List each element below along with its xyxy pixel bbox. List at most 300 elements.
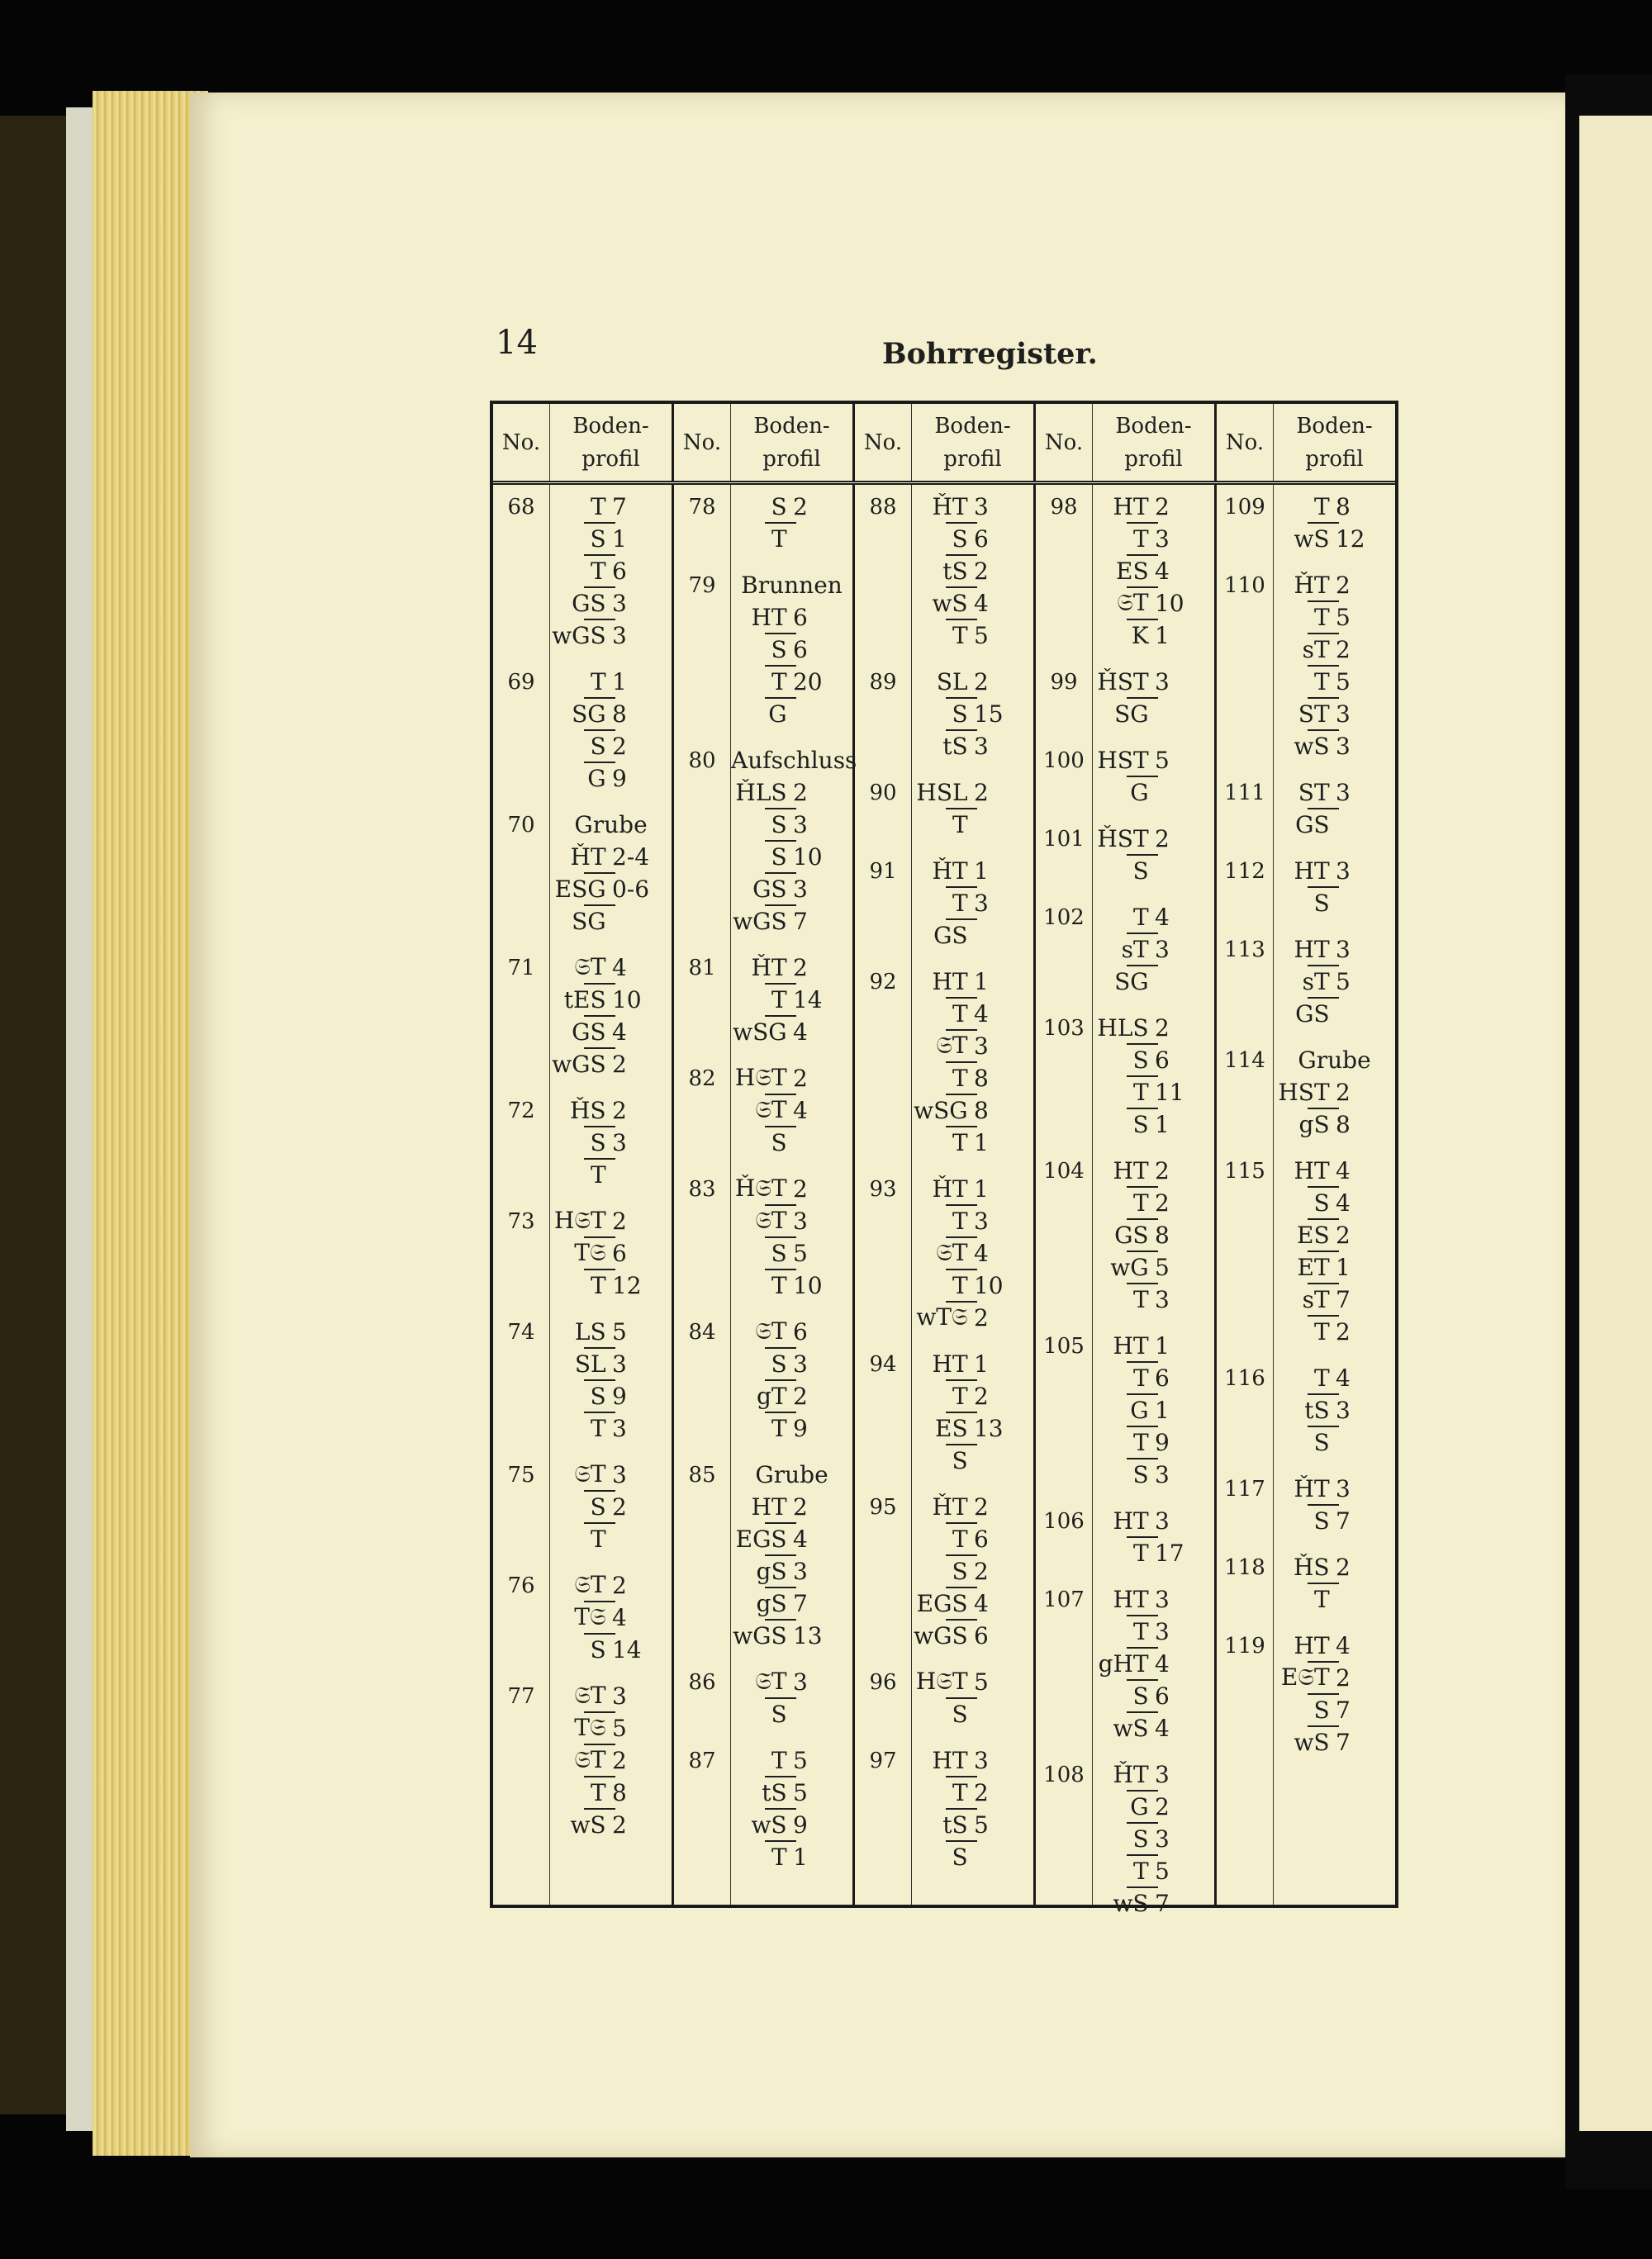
facing-page-edge xyxy=(1579,116,1652,2131)
bore-number: 90 xyxy=(869,781,897,805)
header-no: No. xyxy=(1217,404,1274,481)
soil-layer xyxy=(1093,524,1214,556)
layer-thickness: 2 xyxy=(1154,1793,1170,1820)
bore-number: 85 xyxy=(688,1463,716,1488)
soil-layer xyxy=(1093,556,1214,588)
soil-layer xyxy=(1093,1459,1214,1492)
layer-code: T𝔖 xyxy=(574,1603,606,1630)
layer-thickness: 10 xyxy=(792,843,823,871)
layer-code: T xyxy=(1132,1286,1149,1313)
layer-thickness: 2 xyxy=(1335,636,1351,663)
layer-code: sT xyxy=(1302,636,1330,663)
soil-layer xyxy=(731,952,852,985)
soil-layer xyxy=(912,1206,1033,1238)
soil-layer xyxy=(550,1206,672,1238)
layer-code: HT xyxy=(932,1747,968,1774)
layer-code: GS xyxy=(1295,1000,1330,1027)
layer-thickness: 4 xyxy=(1335,1189,1351,1217)
layer-thickness: 6 xyxy=(792,604,808,631)
layer-thickness: 3 xyxy=(1335,779,1351,806)
layer-code: SG xyxy=(572,908,606,935)
layer-thickness: 2 xyxy=(792,1493,808,1521)
soil-layer xyxy=(1274,934,1395,966)
layer-code: T xyxy=(1313,1318,1330,1345)
layer-code: S xyxy=(1132,1111,1149,1138)
layer-code: ET xyxy=(1297,1254,1330,1281)
layer-thickness: 2 xyxy=(973,558,989,585)
soil-layer xyxy=(1274,634,1395,667)
header-group xyxy=(855,404,1036,481)
layer-thickness: 2 xyxy=(611,1747,627,1774)
soil-layer xyxy=(1274,1427,1395,1459)
layer-thickness: 2 xyxy=(973,1558,989,1585)
bore-number: 79 xyxy=(688,573,716,598)
layer-code: ȞT xyxy=(1113,1761,1149,1788)
soil-layer xyxy=(1274,570,1395,602)
layer-code: ST xyxy=(1298,700,1330,728)
bore-number: 99 xyxy=(1050,670,1078,695)
bore-number: 98 xyxy=(1050,495,1078,520)
soil-layer xyxy=(731,1349,852,1381)
layer-thickness: 3 xyxy=(611,1129,627,1156)
layer-code: T xyxy=(952,1779,968,1806)
layer-code: ȞST xyxy=(1097,825,1149,852)
layer-code: wS xyxy=(751,1811,787,1839)
soil-layer xyxy=(1274,1363,1395,1395)
layer-code: S xyxy=(952,700,968,728)
layer-thickness: 5 xyxy=(973,622,989,649)
soil-layer xyxy=(1274,777,1395,809)
layer-code: EGS xyxy=(916,1590,968,1617)
layer-code: T xyxy=(771,525,787,553)
layer-code: 𝔖T xyxy=(574,953,606,980)
layer-code: S xyxy=(590,1383,606,1410)
layer-thickness: 8 xyxy=(973,1097,989,1124)
layer-thickness: 4 xyxy=(792,1526,808,1553)
soil-layer xyxy=(731,1381,852,1413)
soil-layer xyxy=(550,1602,672,1635)
bore-number: 112 xyxy=(1224,859,1265,884)
soil-layer xyxy=(550,1492,672,1524)
soil-layer xyxy=(731,1777,852,1810)
soil-layer xyxy=(1274,524,1395,556)
soil-layer xyxy=(1274,699,1395,731)
soil-layer xyxy=(1093,1045,1214,1077)
soil-layer xyxy=(912,1063,1033,1095)
layer-code: ȞT xyxy=(932,1175,968,1203)
layer-code: S xyxy=(1132,1461,1149,1488)
soil-layer xyxy=(1274,1077,1395,1109)
profile-column xyxy=(550,485,672,1905)
table-body xyxy=(493,485,1395,1917)
layer-thickness: 4 xyxy=(1335,1632,1351,1659)
layer-code: EGS xyxy=(735,1526,787,1553)
layer-code: ȞT xyxy=(751,954,787,981)
layer-thickness: 8 xyxy=(1154,1222,1170,1249)
layer-thickness: 2 xyxy=(611,733,627,760)
layer-code: wSG xyxy=(733,1018,787,1046)
layer-code: 𝔖T xyxy=(755,1096,787,1123)
profile-column xyxy=(1274,485,1395,1905)
layer-thickness: 9 xyxy=(611,1383,627,1410)
soil-layer xyxy=(550,1570,672,1602)
layer-thickness: 2 xyxy=(611,1051,627,1078)
layer-code: GS xyxy=(1114,1222,1149,1249)
header-bodenprofil: Boden- profil xyxy=(1115,413,1192,472)
layer-code: E𝔖T xyxy=(1280,1663,1330,1691)
layer-thickness: 2 xyxy=(611,1572,627,1599)
layer-thickness: 6 xyxy=(1154,1364,1170,1392)
layer-thickness: 3 xyxy=(1154,1286,1170,1313)
bore-number: 76 xyxy=(507,1573,535,1598)
layer-thickness: 2 xyxy=(1335,1318,1351,1345)
layer-code: ȞT xyxy=(570,843,606,871)
bore-number: 117 xyxy=(1224,1477,1265,1502)
layer-thickness: 3 xyxy=(1154,1618,1170,1645)
soil-layer xyxy=(1093,1331,1214,1363)
layer-thickness: 10 xyxy=(973,1272,1004,1299)
layer-code: sT xyxy=(1302,968,1330,995)
layer-code: wS xyxy=(1113,1715,1149,1742)
soil-layer xyxy=(731,777,852,809)
soil-layer xyxy=(550,667,672,699)
profile-column xyxy=(1093,485,1214,1917)
header-no: No. xyxy=(1036,404,1093,481)
layer-code: GS xyxy=(752,876,787,903)
layer-thickness: 14 xyxy=(611,1636,642,1663)
soil-layer xyxy=(1093,1506,1214,1538)
bore-number: 109 xyxy=(1224,495,1265,520)
soil-layer xyxy=(731,1810,852,1842)
layer-code: S xyxy=(952,525,968,553)
header-group xyxy=(1036,404,1217,481)
soil-layer xyxy=(1274,1188,1395,1220)
soil-layer xyxy=(1274,1663,1395,1695)
table-header-row xyxy=(493,404,1395,485)
layer-code: HT xyxy=(1113,1332,1149,1360)
soil-layer xyxy=(731,1127,852,1160)
layer-thickness: 2 xyxy=(973,779,989,806)
bore-number: 82 xyxy=(688,1066,716,1091)
bore-number: 101 xyxy=(1043,827,1085,852)
layer-code: T xyxy=(590,1415,606,1442)
layer-thickness: 3 xyxy=(973,493,989,520)
soil-layer xyxy=(1093,1888,1214,1920)
page-number: 14 xyxy=(496,324,538,362)
layer-code: wGS xyxy=(733,908,787,935)
layer-thickness: 3 xyxy=(792,1668,808,1696)
layer-code: HT xyxy=(1294,1157,1330,1184)
soil-layer xyxy=(731,874,852,906)
layer-thickness: 6 xyxy=(1154,1046,1170,1074)
soil-layer xyxy=(550,1017,672,1049)
layer-code: wGS xyxy=(914,1622,968,1649)
layer-code: S xyxy=(1132,1682,1149,1710)
soil-layer xyxy=(1093,1077,1214,1109)
note-text: Brunnen xyxy=(741,572,843,599)
layer-code: S xyxy=(1132,1046,1149,1074)
soil-layer xyxy=(912,966,1033,999)
layer-code: GS xyxy=(572,1018,606,1046)
soil-layer xyxy=(1274,1506,1395,1538)
layer-code: G xyxy=(1130,779,1149,806)
soil-layer xyxy=(912,1174,1033,1206)
layer-code: T xyxy=(952,1129,968,1156)
layer-thickness: 5 xyxy=(1335,668,1351,695)
layer-code: HT xyxy=(751,1493,787,1521)
soil-layer xyxy=(731,1699,852,1731)
soil-layer xyxy=(912,1699,1033,1731)
layer-code: 𝔖T xyxy=(936,1239,968,1266)
soil-layer xyxy=(912,1842,1033,1874)
layer-code: gS xyxy=(756,1558,787,1585)
layer-code: T xyxy=(952,811,968,838)
soil-layer xyxy=(1093,823,1214,856)
layer-code: S xyxy=(590,1493,606,1521)
layer-code: 𝔖T xyxy=(574,1571,606,1598)
soil-layer xyxy=(550,952,672,985)
layer-thickness: 3 xyxy=(792,1208,808,1235)
soil-layer xyxy=(1093,1824,1214,1856)
register-column xyxy=(855,485,1036,1905)
layer-thickness: 3 xyxy=(792,1558,808,1585)
soil-layer xyxy=(1274,602,1395,634)
layer-thickness: 10 xyxy=(792,1272,823,1299)
layer-thickness: 3 xyxy=(1154,525,1170,553)
layer-code: S xyxy=(1132,857,1149,885)
layer-thickness: 4 xyxy=(611,1604,627,1631)
bore-number: 73 xyxy=(507,1209,535,1234)
soil-layer xyxy=(731,699,852,731)
soil-layer xyxy=(912,731,1033,763)
soil-layer xyxy=(550,1459,672,1492)
soil-layer xyxy=(912,1621,1033,1653)
soil-layer xyxy=(1093,902,1214,934)
bore-number: 72 xyxy=(507,1099,535,1123)
soil-layer xyxy=(1093,966,1214,999)
soil-layer xyxy=(731,1588,852,1621)
bore-number: 106 xyxy=(1043,1509,1085,1534)
soil-layer xyxy=(912,1588,1033,1621)
soil-layer xyxy=(550,588,672,620)
bore-number: 74 xyxy=(507,1320,535,1345)
soil-layer xyxy=(550,1160,672,1192)
layer-code: T xyxy=(771,1272,787,1299)
layer-thickness: 4 xyxy=(1154,1650,1170,1678)
layer-thickness: 2 xyxy=(792,1383,808,1410)
soil-layer xyxy=(912,1270,1033,1303)
register-column xyxy=(493,485,674,1905)
layer-code: SL xyxy=(574,1350,606,1378)
layer-thickness: 3 xyxy=(1335,1397,1351,1424)
layer-thickness: 5 xyxy=(611,1318,627,1345)
layer-thickness: 12 xyxy=(611,1272,642,1299)
layer-code: T xyxy=(952,1383,968,1410)
soil-layer xyxy=(1274,667,1395,699)
layer-thickness: 5 xyxy=(1335,604,1351,631)
layer-thickness: 3 xyxy=(611,1682,627,1710)
soil-layer xyxy=(1093,1427,1214,1459)
layer-code: wS xyxy=(1113,1890,1149,1917)
layer-code: S xyxy=(1313,1697,1330,1724)
layer-code: SL xyxy=(936,668,968,695)
soil-layer xyxy=(1093,1759,1214,1792)
soil-layer xyxy=(550,1317,672,1349)
layer-code: ȞS xyxy=(570,1097,606,1124)
soil-layer xyxy=(912,1095,1033,1127)
layer-thickness: 1 xyxy=(611,668,627,695)
layer-thickness: 2 xyxy=(973,668,989,695)
soil-layer xyxy=(1274,1317,1395,1349)
soil-layer xyxy=(1093,699,1214,731)
soil-layer xyxy=(550,1238,672,1270)
layer-thickness: 2 xyxy=(611,1097,627,1124)
no-column xyxy=(1217,485,1274,1905)
layer-code: SG xyxy=(1114,700,1149,728)
layer-code: ES xyxy=(1116,558,1149,585)
bore-number: 78 xyxy=(688,495,716,520)
note-text: Grube xyxy=(574,811,648,838)
soil-layer xyxy=(1093,1284,1214,1317)
bore-number: 97 xyxy=(869,1749,897,1773)
soil-layer xyxy=(731,602,852,634)
layer-code: ȞT xyxy=(1294,1475,1330,1502)
soil-layer xyxy=(731,1413,852,1445)
layer-thickness: 3 xyxy=(611,622,627,649)
layer-thickness: 3 xyxy=(792,876,808,903)
header-group xyxy=(1217,404,1395,481)
soil-layer xyxy=(912,1127,1033,1160)
bore-number: 114 xyxy=(1224,1048,1265,1073)
layer-thickness: 2 xyxy=(792,779,808,806)
bore-number: 102 xyxy=(1043,905,1085,930)
profile-note xyxy=(731,570,852,602)
soil-layer xyxy=(1274,1395,1395,1427)
register-column xyxy=(1217,485,1395,1905)
layer-code: S xyxy=(1313,890,1330,917)
layer-code: ESG xyxy=(554,876,606,903)
bore-number: 93 xyxy=(869,1177,897,1202)
layer-code: T xyxy=(1132,904,1149,931)
soil-layer xyxy=(1093,934,1214,966)
soil-layer xyxy=(731,906,852,938)
soil-layer xyxy=(1093,1395,1214,1427)
layer-code: S xyxy=(1313,1189,1330,1217)
soil-layer xyxy=(1093,1220,1214,1252)
soil-layer xyxy=(1093,1616,1214,1649)
profile-column xyxy=(912,485,1033,1905)
soil-layer xyxy=(550,906,672,938)
soil-layer xyxy=(550,731,672,763)
soil-layer xyxy=(731,1238,852,1270)
soil-layer xyxy=(1093,588,1214,620)
bore-number: 108 xyxy=(1043,1763,1085,1787)
layer-code: 𝔖T xyxy=(755,1207,787,1234)
soil-layer xyxy=(1093,1252,1214,1284)
layer-code: T xyxy=(1313,604,1330,631)
note-text: Grube xyxy=(755,1461,828,1488)
layer-thickness: 8 xyxy=(611,1779,627,1806)
soil-layer xyxy=(1093,1363,1214,1395)
soil-layer xyxy=(912,920,1033,952)
soil-layer xyxy=(912,888,1033,920)
layer-thickness: 9 xyxy=(792,1811,808,1839)
layer-thickness: 7 xyxy=(792,908,808,935)
soil-layer xyxy=(550,1095,672,1127)
layer-thickness: 3 xyxy=(611,1350,627,1378)
soil-layer xyxy=(1093,1792,1214,1824)
layer-thickness: 9 xyxy=(792,1415,808,1442)
soil-layer xyxy=(912,491,1033,524)
soil-layer xyxy=(912,1349,1033,1381)
soil-layer xyxy=(731,634,852,667)
soil-layer xyxy=(550,1635,672,1667)
layer-code: 𝔖T xyxy=(936,1032,968,1059)
bore-number: 83 xyxy=(688,1177,716,1202)
layer-code: T xyxy=(952,1272,968,1299)
layer-thickness: 1 xyxy=(1154,1111,1170,1138)
layer-code: wGS xyxy=(552,622,606,649)
bore-number: 81 xyxy=(688,956,716,980)
layer-thickness: 7 xyxy=(1335,1507,1351,1535)
bore-number: 88 xyxy=(869,495,897,520)
layer-code: HT xyxy=(751,604,787,631)
soil-layer xyxy=(550,1381,672,1413)
layer-thickness: 1 xyxy=(973,1175,989,1203)
layer-thickness: 8 xyxy=(611,700,627,728)
layer-code: Ȟ𝔖T xyxy=(734,1175,787,1202)
layer-code: S xyxy=(952,1844,968,1871)
layer-thickness: 2 xyxy=(611,1493,627,1521)
bore-number: 115 xyxy=(1224,1159,1265,1184)
layer-code: ȞT xyxy=(1294,572,1330,599)
layer-thickness: 6 xyxy=(1154,1682,1170,1710)
bore-number: 95 xyxy=(869,1495,897,1520)
no-column xyxy=(493,485,550,1905)
soil-layer xyxy=(550,1270,672,1303)
no-column xyxy=(855,485,912,1905)
layer-code: HLS xyxy=(1097,1014,1149,1042)
soil-layer xyxy=(1093,1538,1214,1570)
soil-layer xyxy=(550,1810,672,1842)
soil-layer xyxy=(912,556,1033,588)
soil-layer xyxy=(912,777,1033,809)
layer-code: T xyxy=(771,1415,787,1442)
layer-thickness: 3 xyxy=(1335,700,1351,728)
layer-code: T𝔖 xyxy=(574,1239,606,1266)
layer-thickness: 2 xyxy=(1335,572,1351,599)
layer-thickness: 1 xyxy=(973,1129,989,1156)
layer-code: S xyxy=(952,1558,968,1585)
soil-layer xyxy=(1274,1284,1395,1317)
soil-layer xyxy=(731,667,852,699)
soil-layer xyxy=(1093,1109,1214,1141)
layer-thickness: 2 xyxy=(792,493,808,520)
layer-thickness: 4 xyxy=(611,954,627,981)
soil-layer xyxy=(731,524,852,556)
soil-layer xyxy=(550,524,672,556)
layer-thickness: 1 xyxy=(973,857,989,885)
bore-number: 86 xyxy=(688,1670,716,1695)
soil-layer xyxy=(1274,731,1395,763)
layer-thickness: 2 xyxy=(1154,825,1170,852)
soil-layer xyxy=(550,1777,672,1810)
layer-code: S xyxy=(952,1701,968,1728)
layer-thickness: 11 xyxy=(1154,1079,1184,1106)
layer-thickness: 0-6 xyxy=(611,876,650,903)
layer-code: wSG xyxy=(914,1097,968,1124)
layer-code: gS xyxy=(756,1590,787,1617)
